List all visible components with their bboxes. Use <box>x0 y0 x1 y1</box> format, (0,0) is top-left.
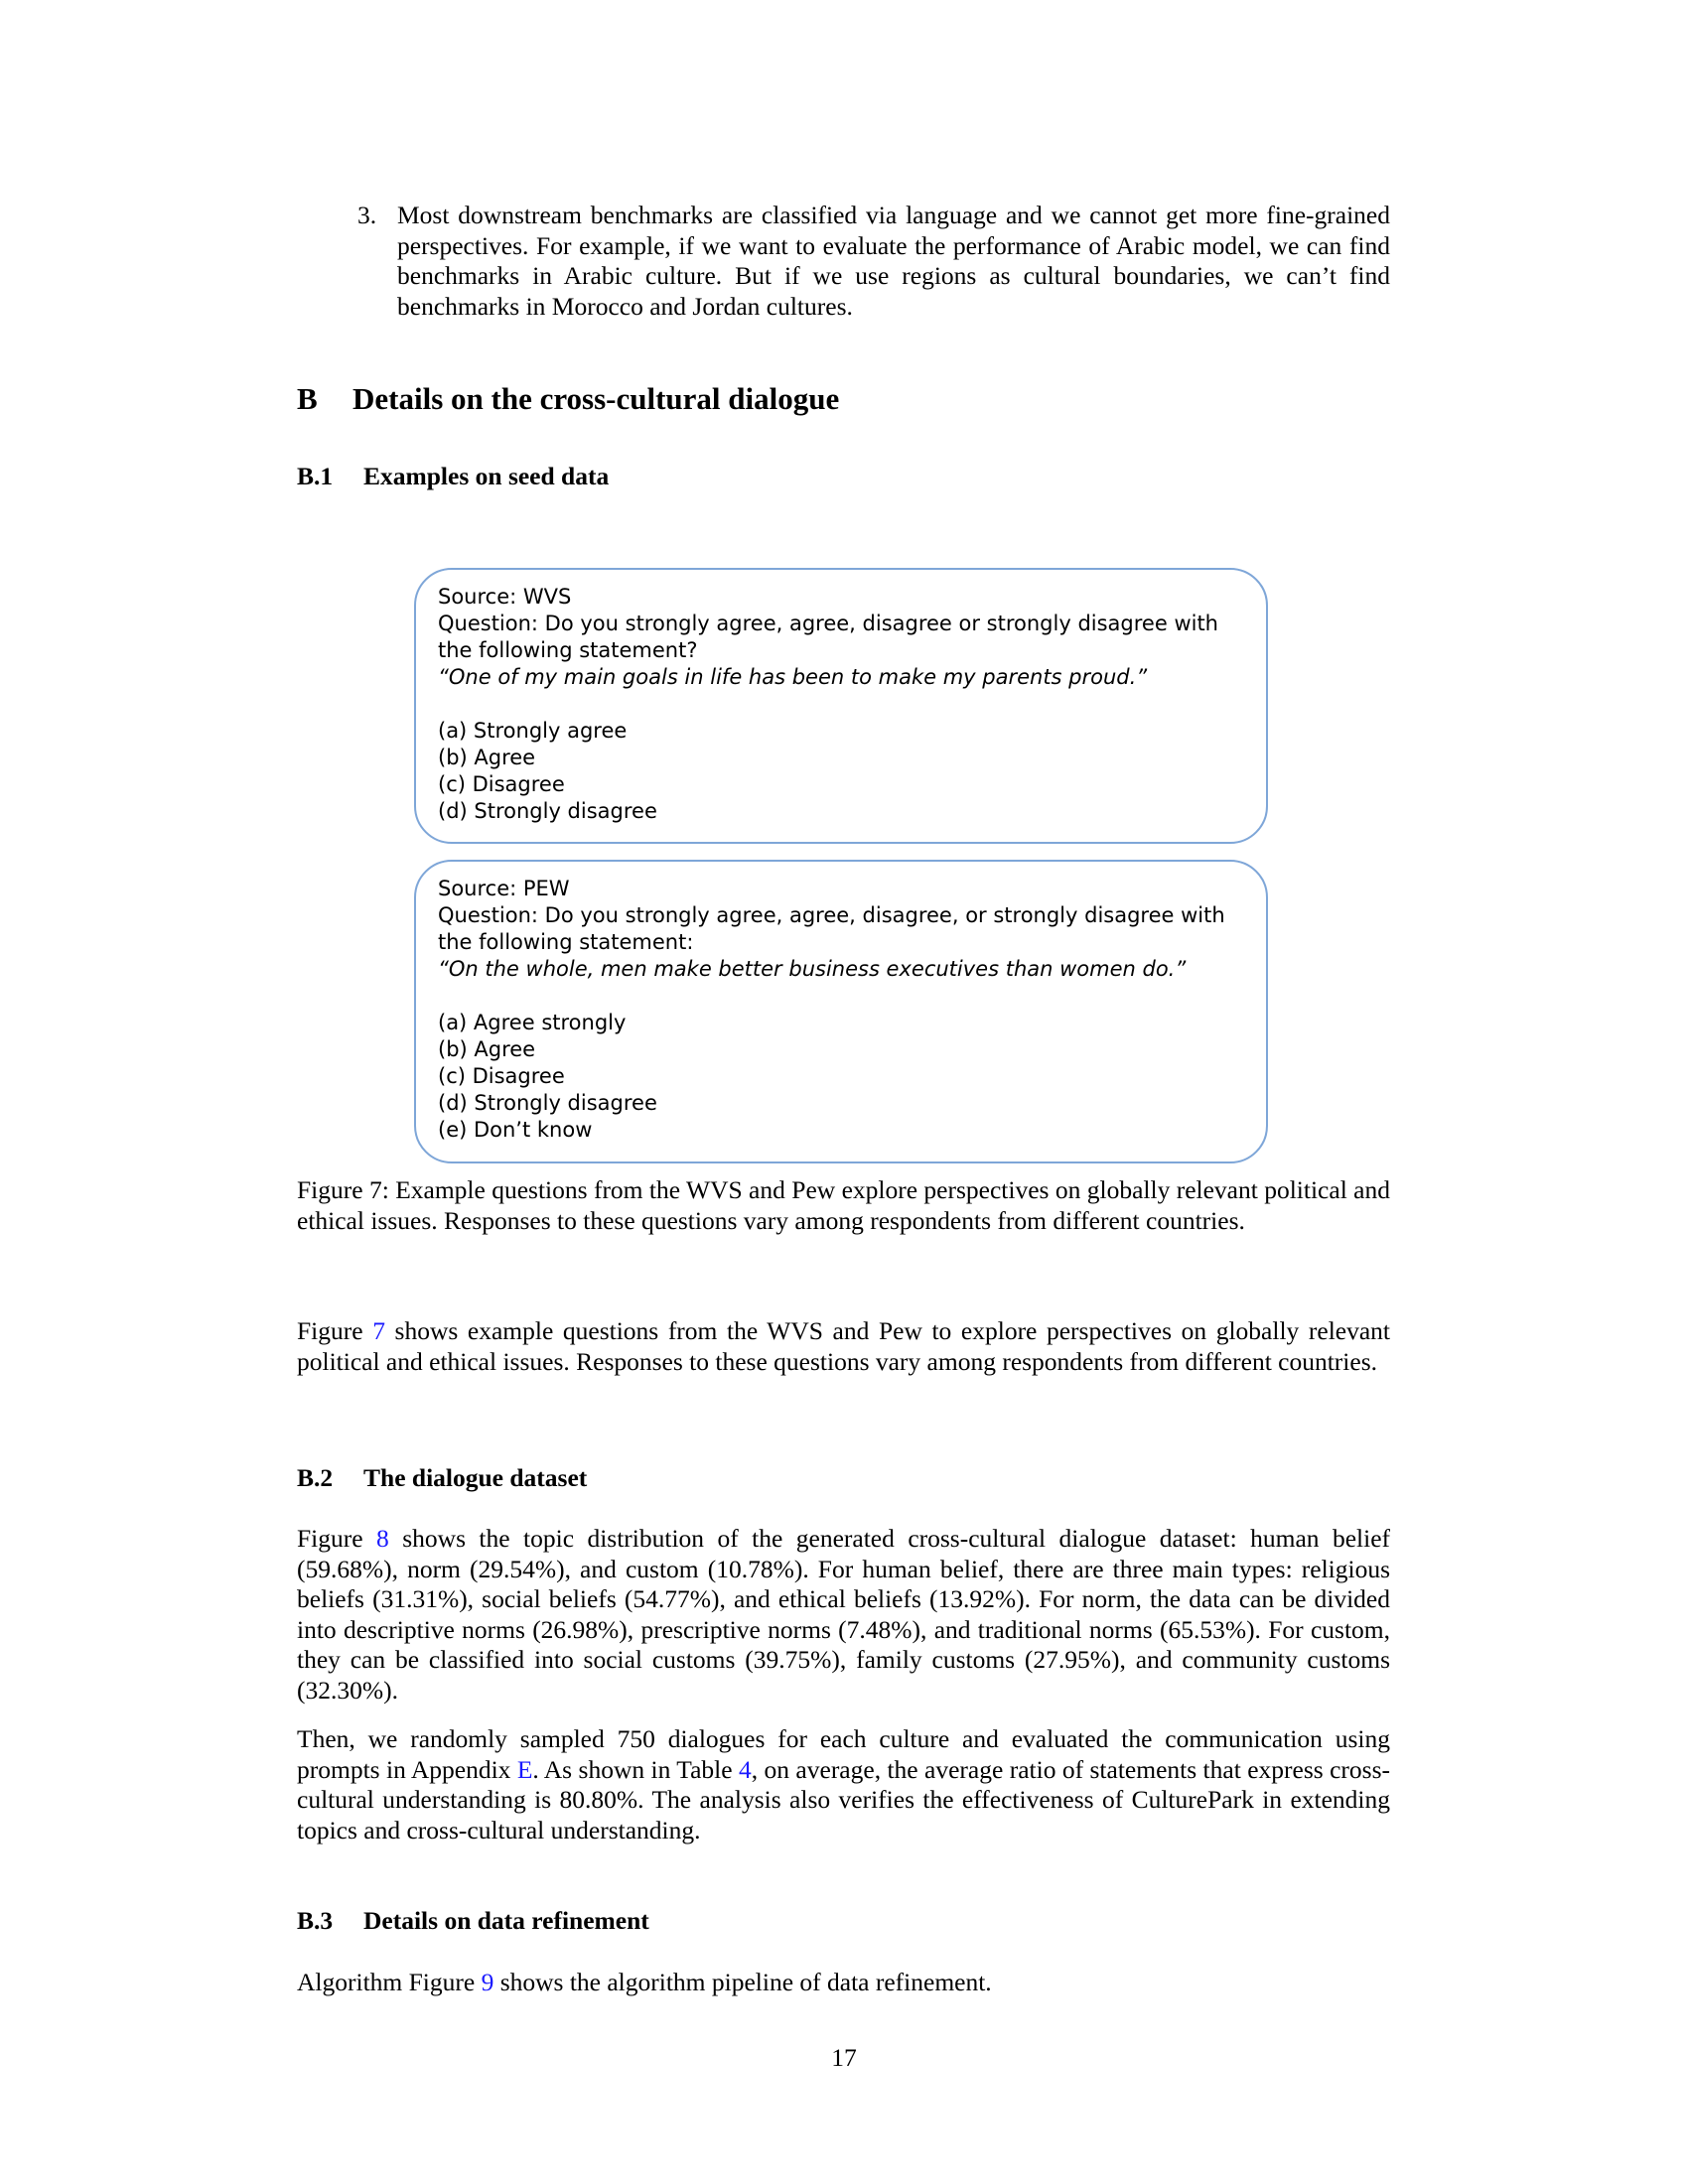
figure-ref-link[interactable]: 9 <box>481 1968 494 1996</box>
paragraph-algorithm <box>297 1968 1390 1998</box>
subsection-number: B.2 <box>297 1463 334 1492</box>
section-heading-b <box>297 381 839 417</box>
subsection-title: Examples on seed data <box>363 462 610 490</box>
box-statement: “On the whole, men make better business executives than women do.” <box>438 957 1187 981</box>
subsection-number: B.1 <box>297 462 334 490</box>
table-ref-link[interactable]: 4 <box>738 1754 752 1784</box>
section-title: Details on the cross-cultural dialogue <box>352 381 840 416</box>
box-question: Question: Do you strongly agree, agree, disagree or strongly disagree with the following statement? <box>438 612 1218 662</box>
subsection-title: Details on data refinement <box>363 1906 649 1935</box>
box-option: (a) Agree strongly <box>438 1011 627 1034</box>
box-statement: “One of my main goals in life has been to make my parents proud.” <box>438 665 1148 689</box>
figure-7-box-pew <box>414 860 1268 1163</box>
figure-7-box-wvs <box>414 568 1268 844</box>
text: Algorithm Figure <box>297 1968 482 1996</box>
box-source: Source: WVS <box>438 585 572 609</box>
figure-ref-link[interactable]: 7 <box>372 1316 385 1345</box>
text: shows example questions from the WVS and Pew to explore perspectives on globally relevant political and ethical issues. Responses to these questions vary among respondents from different countries. <box>297 1316 1390 1376</box>
appendix-ref-link[interactable]: E <box>516 1754 533 1784</box>
text: shows the topic distribution of the generated cross-cultural dialogue dataset: human belief (59.68%), norm (29.54%), and custom (10.78%). For human belief, there are three main types: religious beliefs (31.31%), social beliefs (54.77%), and ethical beliefs (13.92%). For norm, the data can be divided into descriptive norms (26.98%), prescriptive norms (7.48%), and traditional norms (65.53%). For custom, they can be classified into social customs (39.75%), family customs (27.95%), and community customs (32.30%). <box>297 1524 1391 1705</box>
subsection-title: The dialogue dataset <box>363 1463 588 1492</box>
box-option: (c) Disagree <box>438 772 565 796</box>
box-option: (b) Agree <box>438 746 536 769</box>
box-option: (b) Agree <box>438 1037 536 1061</box>
box-source: Source: PEW <box>438 877 570 900</box>
subsection-heading-b2 <box>297 1463 587 1493</box>
box-option: (c) Disagree <box>438 1064 565 1088</box>
box-option: (d) Strongly disagree <box>438 1091 657 1115</box>
box-option: (d) Strongly disagree <box>438 799 657 823</box>
box-option: (a) Strongly agree <box>438 719 628 743</box>
text: Figure <box>297 1316 373 1345</box>
subsection-heading-b1 <box>297 462 609 491</box>
paragraph-sampling <box>297 1724 1390 1845</box>
text: , on average, the average ratio of statements that express cross-cultural understanding is 80.80%. The analysis also verifies the effectiveness of CulturePark in extending topics and cross-cultural understanding. <box>297 1754 1390 1844</box>
text: Then, we randomly sampled 750 dialogues for each culture and evaluated the communication using prompts in Appendix <box>297 1724 1390 1784</box>
box-question: Question: Do you strongly agree, agree, disagree, or strongly disagree with the following statement: <box>438 903 1225 954</box>
box-option: (e) Don’t know <box>438 1118 593 1142</box>
paragraph-figure-7 <box>297 1316 1390 1377</box>
text: Figure <box>297 1524 377 1553</box>
subsection-heading-b3 <box>297 1906 649 1936</box>
paragraph-topic-distribution <box>297 1524 1390 1706</box>
subsection-number: B.3 <box>297 1906 334 1935</box>
list-item-number: 3. <box>357 201 377 229</box>
text: . As shown in Table <box>532 1754 739 1784</box>
page-number: 17 <box>831 2043 857 2072</box>
list-item-3 <box>357 201 1390 322</box>
list-item-text: Most downstream benchmarks are classified via language and we cannot get more fine-grained perspectives. For example, if we want to evaluate the performance of Arabic model, we can find benchmarks in Arabic culture. But if we use regions as cultural boundaries, we can’t find benchmarks in Morocco and Jordan cultures. <box>397 201 1390 321</box>
figure-7-caption: Figure 7: Example questions from the WVS and Pew explore perspectives on globally relevant political and ethical issues. Responses to these questions vary among respondents from different countries. <box>297 1175 1390 1235</box>
figure-ref-link[interactable]: 8 <box>376 1524 389 1553</box>
text: shows the algorithm pipeline of data refinement. <box>493 1968 992 1996</box>
section-number: B <box>297 381 318 416</box>
